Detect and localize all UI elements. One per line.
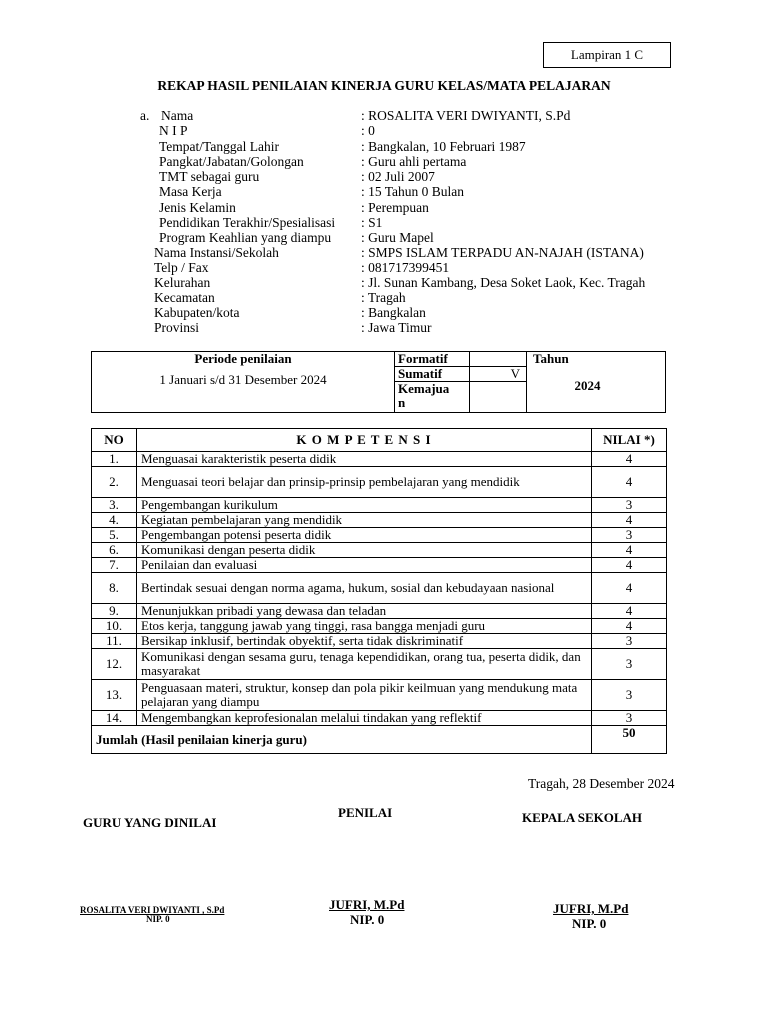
info-value-pendidikan: : S1	[361, 215, 383, 230]
row-nilai: 3	[592, 680, 667, 711]
info-value-masa-kerja: : 15 Tahun 0 Bulan	[361, 184, 465, 199]
info-value-kabupaten: : Bangkalan	[361, 305, 426, 320]
info-label-ttl: Tempat/Tanggal Lahir	[159, 139, 279, 154]
info-label-program: Program Keahlian yang diampu	[159, 230, 332, 245]
info-label-kabupaten: Kabupaten/kota	[154, 305, 240, 320]
kepala-name: JUFRI, M.Pd	[553, 901, 629, 916]
row-no: 14.	[92, 711, 137, 726]
kemajuan-label-line1: Kemajua	[398, 381, 450, 396]
penilai-title: PENILAI	[338, 805, 393, 820]
tahun-value: 2024	[574, 378, 601, 393]
row-no: 13.	[92, 680, 137, 711]
info-value-ttl: : Bangkalan, 10 Februari 1987	[361, 139, 526, 154]
info-value-jenis-kelamin: : Perempuan	[361, 200, 429, 215]
guru-name: ROSALITA VERI DWIYANTI , S.Pd	[80, 905, 225, 915]
row-no: 5.	[92, 528, 137, 543]
row-nilai: 3	[592, 711, 667, 726]
row-no: 3.	[92, 498, 137, 513]
info-value-provinsi: : Jawa Timur	[361, 320, 432, 335]
info-label-jenis-kelamin: Jenis Kelamin	[159, 200, 236, 215]
row-kompetensi: Etos kerja, tanggung jawab yang tinggi, rasa bangga menjadi guru	[137, 619, 592, 634]
info-value-instansi: : SMPS ISLAM TERPADU AN-NAJAH (ISTANA)	[361, 245, 644, 260]
kemajuan-label-line2: n	[398, 395, 406, 410]
info-label-pendidikan: Pendidikan Terakhir/Spesialisasi	[159, 215, 336, 230]
section-marker: a.	[140, 108, 150, 123]
tahun-cell	[527, 352, 666, 413]
row-nilai: 4	[592, 513, 667, 528]
row-no: 4.	[92, 513, 137, 528]
row-nilai: 4	[592, 573, 667, 604]
row-kompetensi: Penilaian dan evaluasi	[137, 558, 592, 573]
row-nilai: 3	[592, 634, 667, 649]
row-nilai: 4	[592, 558, 667, 573]
guru-nip: NIP. 0	[146, 914, 170, 924]
row-no: 9.	[92, 604, 137, 619]
info-value-nip: : 0	[361, 123, 375, 138]
row-nilai: 3	[592, 498, 667, 513]
total-label: Jumlah (Hasil penilaian kinerja guru)	[92, 726, 592, 754]
row-no: 11.	[92, 634, 137, 649]
row-kompetensi: Komunikasi dengan sesama guru, tenaga kependidikan, orang tua, peserta didik, dan masyarakat	[137, 649, 592, 680]
row-no: 6.	[92, 543, 137, 558]
info-label-nama: Nama	[161, 108, 194, 123]
formatif-mark	[470, 352, 527, 367]
row-kompetensi: Menunjukkan pribadi yang dewasa dan teladan	[137, 604, 592, 619]
table-row	[92, 452, 667, 467]
row-kompetensi: Bertindak sesuai dengan norma agama, hukum, sosial dan kebudayaan nasional	[137, 573, 592, 604]
table-row	[92, 680, 667, 711]
kepala-nip: NIP. 0	[572, 916, 607, 931]
total-value: 50	[592, 726, 667, 754]
table-row	[92, 528, 667, 543]
col-header-nilai: NILAI *)	[592, 429, 667, 452]
total-row	[92, 726, 667, 754]
row-kompetensi: Bersikap inklusif, bertindak obyektif, serta tidak diskriminatif	[137, 634, 592, 649]
table-row	[92, 711, 667, 726]
row-kompetensi: Mengembangkan keprofesionalan melalui tindakan yang reflektif	[137, 711, 592, 726]
row-nilai: 4	[592, 467, 667, 498]
row-nilai: 4	[592, 543, 667, 558]
guru-title: GURU YANG DINILAI	[83, 815, 217, 830]
row-nilai: 4	[592, 619, 667, 634]
row-nilai: 4	[592, 452, 667, 467]
row-kompetensi: Komunikasi dengan peserta didik	[137, 543, 592, 558]
sumatif-mark: V	[470, 367, 527, 382]
table-row	[92, 604, 667, 619]
tahun-label: Tahun	[533, 351, 569, 366]
row-kompetensi: Pengembangan kurikulum	[137, 498, 592, 513]
table-row	[92, 558, 667, 573]
row-kompetensi: Menguasai teori belajar dan prinsip-prinsip pembelajaran yang mendidik	[137, 467, 592, 498]
info-label-pangkat: Pangkat/Jabatan/Golongan	[159, 154, 304, 169]
period-table	[91, 351, 666, 413]
table-row	[92, 619, 667, 634]
info-label-provinsi: Provinsi	[154, 320, 200, 335]
penilai-nip: NIP. 0	[350, 912, 385, 927]
row-no: 8.	[92, 573, 137, 604]
period-cell	[92, 352, 395, 413]
info-label-telp: Telp / Fax	[154, 260, 209, 275]
info-value-program: : Guru Mapel	[361, 230, 434, 245]
row-nilai: 3	[592, 528, 667, 543]
table-row	[92, 634, 667, 649]
info-value-kecamatan: : Tragah	[361, 290, 406, 305]
kepala-title: KEPALA SEKOLAH	[522, 810, 643, 825]
row-no: 7.	[92, 558, 137, 573]
row-kompetensi: Menguasai karakteristik peserta didik	[137, 452, 592, 467]
document-title: REKAP HASIL PENILAIAN KINERJA GURU KELAS/MATA PELAJARAN	[157, 78, 611, 93]
period-header: Periode penilaian	[194, 351, 292, 366]
info-value-kelurahan: : Jl. Sunan Kambang, Desa Soket Laok, Kec. Tragah	[361, 275, 646, 290]
row-kompetensi: Kegiatan pembelajaran yang mendidik	[137, 513, 592, 528]
penilai-name: JUFRI, M.Pd	[329, 897, 405, 912]
info-value-tmt: : 02 Juli 2007	[361, 169, 435, 184]
table-row	[92, 467, 667, 498]
row-no: 1.	[92, 452, 137, 467]
competency-table	[91, 428, 667, 754]
table-row	[92, 543, 667, 558]
formatif-label: Formatif	[395, 352, 470, 367]
lampiran-label: Lampiran 1 C	[543, 42, 671, 68]
info-label-instansi: Nama Instansi/Sekolah	[154, 245, 279, 260]
place-date: Tragah, 28 Desember 2024	[528, 776, 675, 791]
table-row	[92, 649, 667, 680]
col-header-kompetensi: K O M P E T E N S I	[137, 429, 592, 452]
row-kompetensi: Pengembangan potensi peserta didik	[137, 528, 592, 543]
kemajuan-label	[395, 382, 470, 413]
row-no: 12.	[92, 649, 137, 680]
info-label-masa-kerja: Masa Kerja	[159, 184, 222, 199]
table-row	[92, 513, 667, 528]
info-label-kelurahan: Kelurahan	[154, 275, 211, 290]
info-label-kecamatan: Kecamatan	[154, 290, 215, 305]
info-value-telp: : 081717399451	[361, 260, 450, 275]
row-no: 10.	[92, 619, 137, 634]
info-value-nama: : ROSALITA VERI DWIYANTI, S.Pd	[361, 108, 571, 123]
row-no: 2.	[92, 467, 137, 498]
table-row	[92, 573, 667, 604]
sumatif-label: Sumatif	[395, 367, 470, 382]
col-header-no: NO	[92, 429, 137, 452]
row-nilai: 3	[592, 649, 667, 680]
period-range: 1 Januari s/d 31 Desember 2024	[159, 372, 327, 387]
info-label-nip: N I P	[159, 123, 188, 138]
info-value-pangkat: : Guru ahli pertama	[361, 154, 467, 169]
kemajuan-mark	[470, 382, 527, 413]
table-row	[92, 498, 667, 513]
row-kompetensi: Penguasaan materi, struktur, konsep dan pola pikir keilmuan yang mendukung mata pelajaran yang diampu	[137, 680, 592, 711]
row-nilai: 4	[592, 604, 667, 619]
info-label-tmt: TMT sebagai guru	[159, 169, 260, 184]
